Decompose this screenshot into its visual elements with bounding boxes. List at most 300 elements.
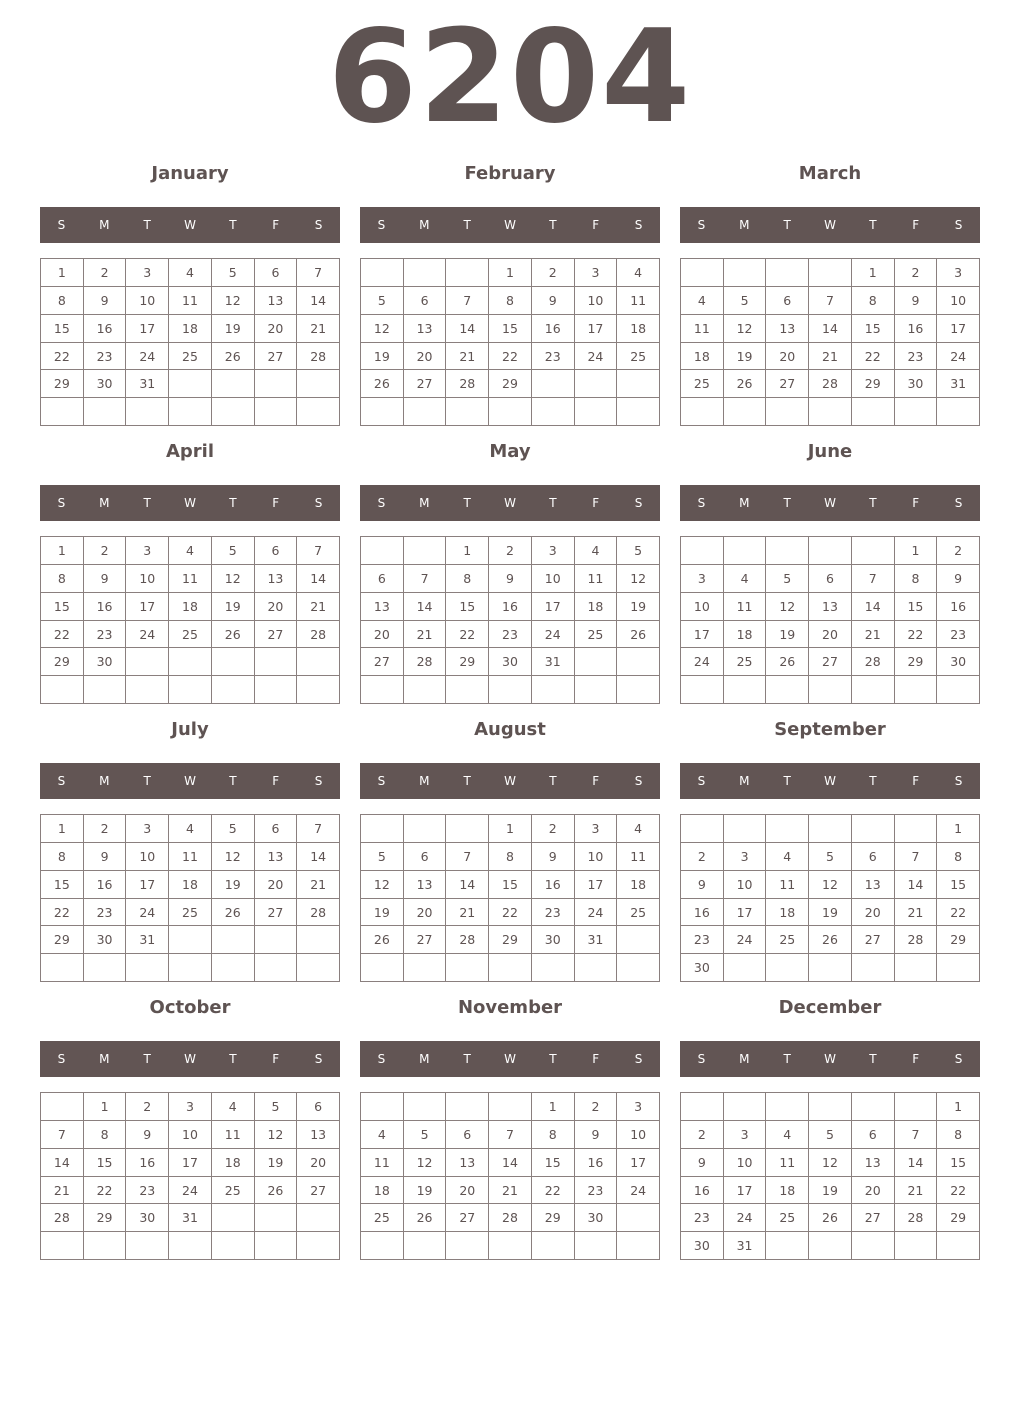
day-cell: 16 (532, 871, 575, 899)
empty-cell (681, 676, 724, 704)
day-cell: 1 (84, 1093, 127, 1121)
empty-cell (852, 954, 895, 982)
day-cell: 19 (212, 871, 255, 899)
empty-cell (895, 398, 938, 426)
weekday-label: W (504, 496, 516, 510)
weekday-label: M (419, 1052, 430, 1066)
day-cell: 29 (41, 648, 84, 676)
empty-cell (895, 815, 938, 843)
weekday-label: F (592, 774, 600, 788)
day-cell: 19 (724, 343, 767, 371)
empty-cell (937, 398, 980, 426)
empty-cell (937, 1232, 980, 1260)
day-cell: 15 (41, 871, 84, 899)
empty-cell (212, 926, 255, 954)
empty-cell (895, 1232, 938, 1260)
day-cell: 20 (852, 899, 895, 927)
day-cell: 22 (41, 899, 84, 927)
empty-cell (212, 398, 255, 426)
day-cell: 21 (852, 621, 895, 649)
weekday-header (40, 207, 340, 243)
weekday-label: T (143, 1052, 151, 1066)
day-cell: 10 (575, 287, 618, 315)
day-cell: 18 (724, 621, 767, 649)
weekday-label: S (314, 774, 323, 788)
day-cell: 12 (255, 1121, 298, 1149)
day-cell: 22 (895, 621, 938, 649)
empty-cell (361, 815, 404, 843)
day-cell: 23 (532, 343, 575, 371)
weekday-label: S (697, 496, 706, 510)
day-cell: 25 (575, 621, 618, 649)
empty-cell (766, 815, 809, 843)
empty-cell (617, 648, 660, 676)
day-cell: 18 (212, 1149, 255, 1177)
day-cell: 14 (41, 1149, 84, 1177)
weekday-header (680, 207, 980, 243)
day-cell: 17 (532, 593, 575, 621)
weekday-header (680, 763, 980, 799)
day-cell: 17 (724, 1177, 767, 1205)
day-cell: 12 (809, 871, 852, 899)
empty-cell (297, 1232, 340, 1260)
month-name: December (778, 997, 882, 1018)
day-cell: 15 (937, 871, 980, 899)
day-cell: 10 (724, 1149, 767, 1177)
day-cell: 1 (895, 537, 938, 565)
day-cell: 1 (532, 1093, 575, 1121)
day-grid (40, 814, 340, 982)
empty-cell (766, 676, 809, 704)
empty-cell (84, 676, 127, 704)
day-cell: 29 (41, 370, 84, 398)
day-cell: 6 (852, 843, 895, 871)
day-cell: 21 (489, 1177, 532, 1205)
weekday-label: S (954, 496, 963, 510)
weekday-label: T (463, 774, 471, 788)
day-cell: 19 (617, 593, 660, 621)
day-cell: 14 (297, 565, 340, 593)
day-cell: 21 (446, 899, 489, 927)
weekday-label: W (184, 774, 196, 788)
day-cell: 3 (532, 537, 575, 565)
empty-cell (41, 1093, 84, 1121)
day-cell: 20 (404, 899, 447, 927)
day-cell: 15 (41, 593, 84, 621)
day-cell: 7 (297, 815, 340, 843)
day-cell: 11 (169, 287, 212, 315)
weekday-label: W (184, 1052, 196, 1066)
day-cell: 8 (41, 287, 84, 315)
day-cell: 25 (681, 370, 724, 398)
day-cell: 11 (617, 287, 660, 315)
weekday-label: T (229, 218, 237, 232)
day-cell: 29 (937, 1204, 980, 1232)
day-cell: 24 (937, 343, 980, 371)
day-cell: 3 (169, 1093, 212, 1121)
day-cell: 18 (766, 899, 809, 927)
day-cell: 23 (84, 899, 127, 927)
month-name: June (807, 441, 853, 462)
day-cell: 29 (489, 370, 532, 398)
day-cell: 7 (446, 287, 489, 315)
weekday-label: T (143, 496, 151, 510)
empty-cell (404, 815, 447, 843)
empty-cell (361, 537, 404, 565)
day-cell: 3 (617, 1093, 660, 1121)
day-cell: 7 (895, 843, 938, 871)
day-cell: 13 (404, 871, 447, 899)
empty-cell (255, 676, 298, 704)
day-cell: 13 (809, 593, 852, 621)
day-cell: 24 (532, 621, 575, 649)
day-grid (680, 258, 980, 426)
empty-cell (361, 259, 404, 287)
day-cell: 9 (681, 871, 724, 899)
day-cell: 2 (681, 1121, 724, 1149)
day-cell: 14 (446, 871, 489, 899)
empty-cell (404, 1093, 447, 1121)
day-cell: 2 (575, 1093, 618, 1121)
day-cell: 4 (169, 537, 212, 565)
day-cell: 17 (724, 899, 767, 927)
empty-cell (212, 1204, 255, 1232)
day-cell: 17 (126, 315, 169, 343)
weekday-header (680, 485, 980, 521)
weekday-label: T (549, 218, 557, 232)
day-cell: 16 (84, 315, 127, 343)
day-cell: 23 (895, 343, 938, 371)
day-cell: 4 (212, 1093, 255, 1121)
day-cell: 7 (895, 1121, 938, 1149)
day-cell: 10 (169, 1121, 212, 1149)
month-name: August (474, 719, 546, 740)
weekday-label: W (184, 496, 196, 510)
day-cell: 30 (681, 954, 724, 982)
weekday-label: T (869, 774, 877, 788)
day-cell: 18 (575, 593, 618, 621)
empty-cell (575, 648, 618, 676)
day-cell: 31 (169, 1204, 212, 1232)
day-cell: 25 (212, 1177, 255, 1205)
day-cell: 12 (724, 315, 767, 343)
day-cell: 29 (532, 1204, 575, 1232)
day-cell: 24 (169, 1177, 212, 1205)
day-cell: 1 (489, 259, 532, 287)
day-cell: 13 (297, 1121, 340, 1149)
weekday-label: T (549, 496, 557, 510)
day-cell: 10 (126, 565, 169, 593)
weekday-label: F (912, 774, 920, 788)
day-cell: 11 (766, 1149, 809, 1177)
day-cell: 11 (766, 871, 809, 899)
weekday-label: M (419, 496, 430, 510)
month-name: May (489, 441, 531, 462)
empty-cell (809, 259, 852, 287)
day-cell: 4 (169, 815, 212, 843)
day-cell: 25 (724, 648, 767, 676)
day-cell: 14 (297, 287, 340, 315)
day-cell: 2 (681, 843, 724, 871)
day-cell: 29 (489, 926, 532, 954)
day-cell: 26 (766, 648, 809, 676)
day-cell: 27 (446, 1204, 489, 1232)
day-cell: 7 (297, 537, 340, 565)
day-cell: 13 (255, 287, 298, 315)
day-cell: 20 (766, 343, 809, 371)
empty-cell (724, 815, 767, 843)
empty-cell (766, 954, 809, 982)
empty-cell (617, 1204, 660, 1232)
day-cell: 5 (361, 287, 404, 315)
day-cell: 9 (895, 287, 938, 315)
empty-cell (361, 1232, 404, 1260)
month-name: September (774, 719, 886, 740)
day-grid (680, 814, 980, 982)
empty-cell (41, 954, 84, 982)
day-cell: 19 (809, 899, 852, 927)
day-cell: 8 (489, 287, 532, 315)
weekday-label: T (783, 1052, 791, 1066)
day-cell: 19 (404, 1177, 447, 1205)
weekday-header (40, 763, 340, 799)
day-cell: 3 (126, 815, 169, 843)
empty-cell (766, 1232, 809, 1260)
day-cell: 17 (681, 621, 724, 649)
month-name: February (464, 163, 556, 184)
day-cell: 4 (169, 259, 212, 287)
day-cell: 7 (297, 259, 340, 287)
weekday-label: S (57, 218, 66, 232)
weekday-label: T (143, 218, 151, 232)
day-cell: 8 (937, 1121, 980, 1149)
day-cell: 12 (212, 843, 255, 871)
day-cell: 28 (297, 621, 340, 649)
day-cell: 19 (212, 315, 255, 343)
day-cell: 7 (809, 287, 852, 315)
day-cell: 12 (617, 565, 660, 593)
day-cell: 13 (446, 1149, 489, 1177)
weekday-label: S (697, 1052, 706, 1066)
day-cell: 8 (489, 843, 532, 871)
day-cell: 24 (126, 621, 169, 649)
day-cell: 21 (809, 343, 852, 371)
day-cell: 2 (532, 815, 575, 843)
day-cell: 10 (126, 287, 169, 315)
day-cell: 1 (41, 259, 84, 287)
empty-cell (852, 815, 895, 843)
empty-cell (446, 676, 489, 704)
day-cell: 18 (766, 1177, 809, 1205)
day-grid (680, 1092, 980, 1260)
weekday-header (360, 1041, 660, 1077)
day-cell: 11 (575, 565, 618, 593)
day-cell: 14 (895, 871, 938, 899)
empty-cell (681, 1093, 724, 1121)
empty-cell (809, 1232, 852, 1260)
day-cell: 9 (84, 287, 127, 315)
empty-cell (575, 398, 618, 426)
day-cell: 24 (126, 899, 169, 927)
empty-cell (766, 1093, 809, 1121)
day-cell: 26 (212, 343, 255, 371)
day-cell: 31 (724, 1232, 767, 1260)
day-cell: 8 (937, 843, 980, 871)
day-cell: 22 (532, 1177, 575, 1205)
day-cell: 25 (361, 1204, 404, 1232)
day-cell: 20 (255, 871, 298, 899)
empty-cell (169, 370, 212, 398)
day-cell: 2 (126, 1093, 169, 1121)
day-cell: 18 (169, 871, 212, 899)
day-cell: 25 (617, 343, 660, 371)
weekday-header (40, 485, 340, 521)
day-cell: 2 (895, 259, 938, 287)
month-name: July (171, 719, 209, 740)
weekday-label: F (592, 218, 600, 232)
month-name: March (798, 163, 862, 184)
day-cell: 21 (297, 593, 340, 621)
empty-cell (766, 259, 809, 287)
weekday-header (360, 207, 660, 243)
day-cell: 11 (361, 1149, 404, 1177)
weekday-label: F (272, 218, 280, 232)
weekday-label: M (739, 1052, 750, 1066)
day-cell: 15 (446, 593, 489, 621)
empty-cell (84, 954, 127, 982)
day-cell: 15 (489, 871, 532, 899)
day-cell: 27 (404, 370, 447, 398)
weekday-label: S (377, 1052, 386, 1066)
weekday-label: T (869, 496, 877, 510)
day-cell: 17 (126, 871, 169, 899)
day-cell: 3 (937, 259, 980, 287)
day-cell: 14 (852, 593, 895, 621)
day-grid (360, 258, 660, 426)
day-cell: 15 (895, 593, 938, 621)
weekday-label: S (377, 496, 386, 510)
empty-cell (895, 1093, 938, 1121)
weekday-label: W (824, 218, 836, 232)
empty-cell (404, 398, 447, 426)
day-cell: 11 (212, 1121, 255, 1149)
day-cell: 25 (169, 621, 212, 649)
day-cell: 30 (937, 648, 980, 676)
day-cell: 21 (297, 315, 340, 343)
day-cell: 26 (361, 926, 404, 954)
empty-cell (575, 676, 618, 704)
day-cell: 1 (937, 815, 980, 843)
day-cell: 20 (255, 593, 298, 621)
weekday-label: S (634, 496, 643, 510)
day-cell: 6 (766, 287, 809, 315)
empty-cell (489, 398, 532, 426)
day-cell: 25 (617, 899, 660, 927)
empty-cell (212, 370, 255, 398)
empty-cell (446, 259, 489, 287)
empty-cell (681, 259, 724, 287)
weekday-header (360, 763, 660, 799)
weekday-label: T (463, 218, 471, 232)
weekday-label: S (954, 1052, 963, 1066)
weekday-label: S (697, 218, 706, 232)
empty-cell (489, 1232, 532, 1260)
weekday-label: F (272, 496, 280, 510)
day-cell: 22 (852, 343, 895, 371)
day-cell: 11 (169, 565, 212, 593)
day-cell: 4 (766, 843, 809, 871)
day-cell: 12 (212, 287, 255, 315)
day-cell: 7 (446, 843, 489, 871)
empty-cell (681, 537, 724, 565)
day-cell: 6 (404, 843, 447, 871)
day-cell: 22 (84, 1177, 127, 1205)
weekday-label: M (739, 774, 750, 788)
day-cell: 12 (361, 871, 404, 899)
day-cell: 30 (84, 926, 127, 954)
day-cell: 3 (126, 537, 169, 565)
month-name: October (149, 997, 231, 1018)
empty-cell (255, 398, 298, 426)
day-cell: 12 (809, 1149, 852, 1177)
day-cell: 15 (489, 315, 532, 343)
day-cell: 10 (532, 565, 575, 593)
weekday-label: T (143, 774, 151, 788)
weekday-label: T (229, 1052, 237, 1066)
day-cell: 24 (126, 343, 169, 371)
weekday-label: T (869, 218, 877, 232)
day-cell: 3 (126, 259, 169, 287)
day-cell: 5 (212, 259, 255, 287)
day-cell: 4 (617, 259, 660, 287)
weekday-label: M (419, 774, 430, 788)
day-cell: 21 (895, 899, 938, 927)
weekday-header (360, 485, 660, 521)
day-cell: 6 (255, 259, 298, 287)
empty-cell (212, 954, 255, 982)
weekday-label: W (184, 218, 196, 232)
weekday-label: F (272, 774, 280, 788)
day-cell: 30 (126, 1204, 169, 1232)
day-cell: 10 (724, 871, 767, 899)
empty-cell (446, 815, 489, 843)
day-cell: 28 (809, 370, 852, 398)
empty-cell (724, 1093, 767, 1121)
empty-cell (126, 954, 169, 982)
day-cell: 9 (681, 1149, 724, 1177)
weekday-label: W (504, 774, 516, 788)
day-cell: 13 (766, 315, 809, 343)
day-cell: 16 (937, 593, 980, 621)
weekday-label: F (912, 496, 920, 510)
day-cell: 3 (724, 1121, 767, 1149)
empty-cell (41, 676, 84, 704)
day-cell: 23 (84, 343, 127, 371)
day-cell: 6 (852, 1121, 895, 1149)
weekday-label: M (739, 496, 750, 510)
day-cell: 21 (895, 1177, 938, 1205)
year-title: 6204 (327, 3, 693, 152)
empty-cell (126, 1232, 169, 1260)
empty-cell (41, 398, 84, 426)
day-cell: 17 (575, 315, 618, 343)
empty-cell (809, 676, 852, 704)
day-cell: 29 (937, 926, 980, 954)
empty-cell (724, 954, 767, 982)
empty-cell (169, 954, 212, 982)
day-cell: 5 (404, 1121, 447, 1149)
empty-cell (681, 815, 724, 843)
